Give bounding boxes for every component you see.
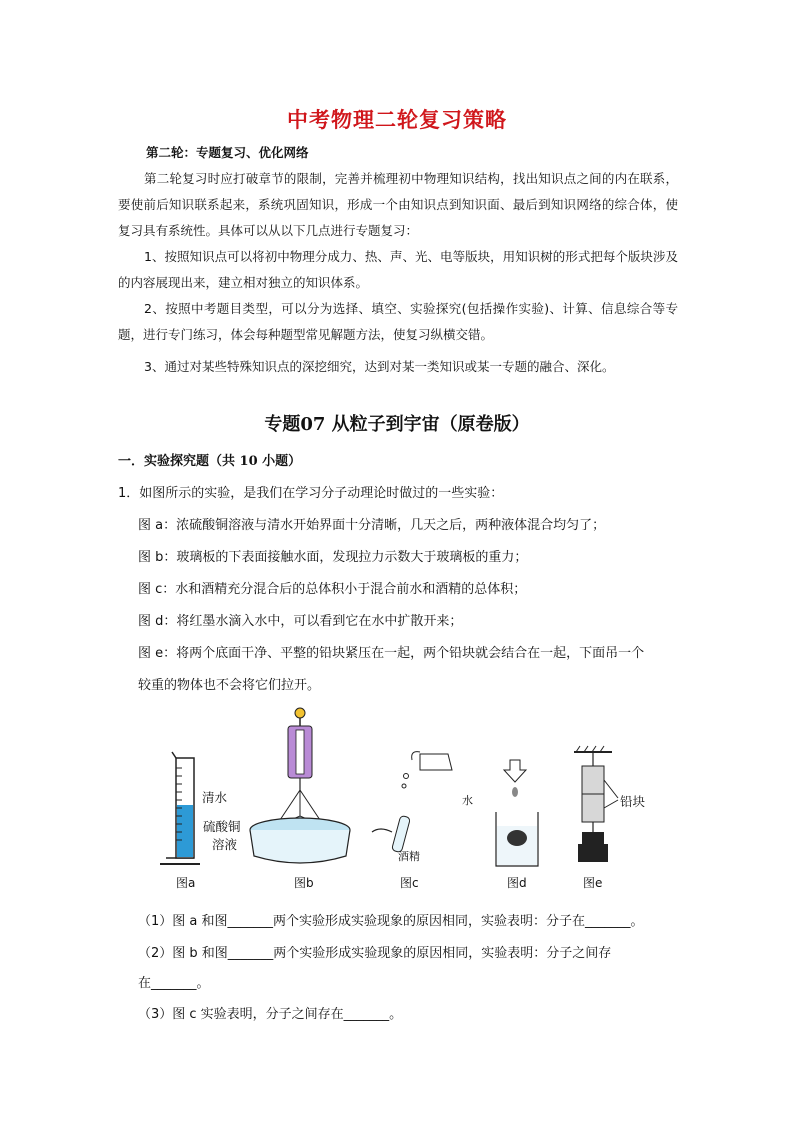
label-c-water: 水 (462, 794, 473, 807)
question-item-b: 图 b：玻璃板的下表面接触水面，发现拉力示数大于玻璃板的重力； (138, 550, 528, 565)
label-water: 清水 (202, 790, 228, 805)
intro-paragraph-3: 2、按照中考题目类型，可以分为选择、填空、实验探究(包括操作实验)、计算、信息综合等专题，进行专门练习，体会每种题型常见解题方法，使复习纵横交错。 (118, 301, 678, 342)
section-heading: 一．实验探究题（共 10 小题） (118, 454, 302, 469)
topic-title: 专题07 从粒子到宇宙（原卷版） (264, 414, 530, 435)
section-subtitle: 第二轮：专题复习、优化网络 (146, 145, 309, 160)
figure-e-lead-blocks (574, 746, 618, 862)
label-solution: 溶液 (212, 837, 238, 852)
intro-paragraph-1: 第二轮复习时应打破章节的限制，完善并梳理初中物理知识结构，找出知识点之间的内在联系，要使前后知识联系起来，系统巩固知识，形成一个由知识点到知识面、最后到知识网络的综合体，使复习具有系统性。具体可以从以下几点进行专题复习： (118, 171, 678, 238)
caption-c: 图c (400, 876, 419, 890)
figure-c-test-tube (372, 752, 452, 853)
subquestion-1: （1）图 a 和图_______两个实验形成实验现象的原因相同，实验表明：分子在_______。 (138, 914, 644, 929)
label-lead-block: 铅块 (620, 794, 646, 809)
label-copper-sulfate: 硫酸铜 (203, 819, 241, 834)
subquestion-2: （2）图 b 和图_______两个实验形成实验现象的原因相同，实验表明：分子之间存 (138, 946, 612, 961)
intro-paragraph-4: 3、通过对某些特殊知识点的深挖细究，达到对某一类知识或某一专题的融合、深化。 (144, 359, 615, 374)
figure-b-spring-scale (250, 708, 350, 863)
subquestion-2-cont: 在_______。 (138, 976, 210, 991)
page-title: 中考物理二轮复习策略 (287, 108, 507, 132)
caption-d: 图d (507, 876, 527, 890)
question-item-e-cont: 较重的物体也不会将它们拉开。 (138, 678, 321, 693)
caption-a: 图a (176, 876, 196, 890)
question-item-a: 图 a：浓硫酸铜溶液与清水开始界面十分清晰，几天之后，两种液体混合均匀了； (138, 518, 606, 533)
question-item-d: 图 d：将红墨水滴入水中，可以看到它在水中扩散开来； (138, 614, 463, 629)
question-item-c: 图 c：水和酒精充分混合后的总体积小于混合前水和酒精的总体积； (138, 582, 527, 597)
question-item-e: 图 e：将两个底面干净、平整的铅块紧压在一起，两个铅块就会结合在一起，下面吊一个 (138, 646, 645, 661)
question-stem: 1．如图所示的实验，是我们在学习分子动理论时做过的一些实验： (118, 486, 504, 501)
intro-paragraph-2: 1、按照知识点可以将初中物理分成力、热、声、光、电等版块，用知识树的形式把每个版块涉及的内容展现出来，建立相对独立的知识体系。 (118, 249, 678, 290)
figure-a-cylinder (160, 752, 200, 864)
caption-e: 图e (583, 876, 603, 890)
label-alcohol: 酒精 (398, 850, 420, 863)
caption-b: 图b (294, 876, 314, 890)
figure-d-beaker (496, 760, 538, 866)
subquestion-3: （3）图 c 实验表明，分子之间存在_______。 (138, 1007, 403, 1022)
